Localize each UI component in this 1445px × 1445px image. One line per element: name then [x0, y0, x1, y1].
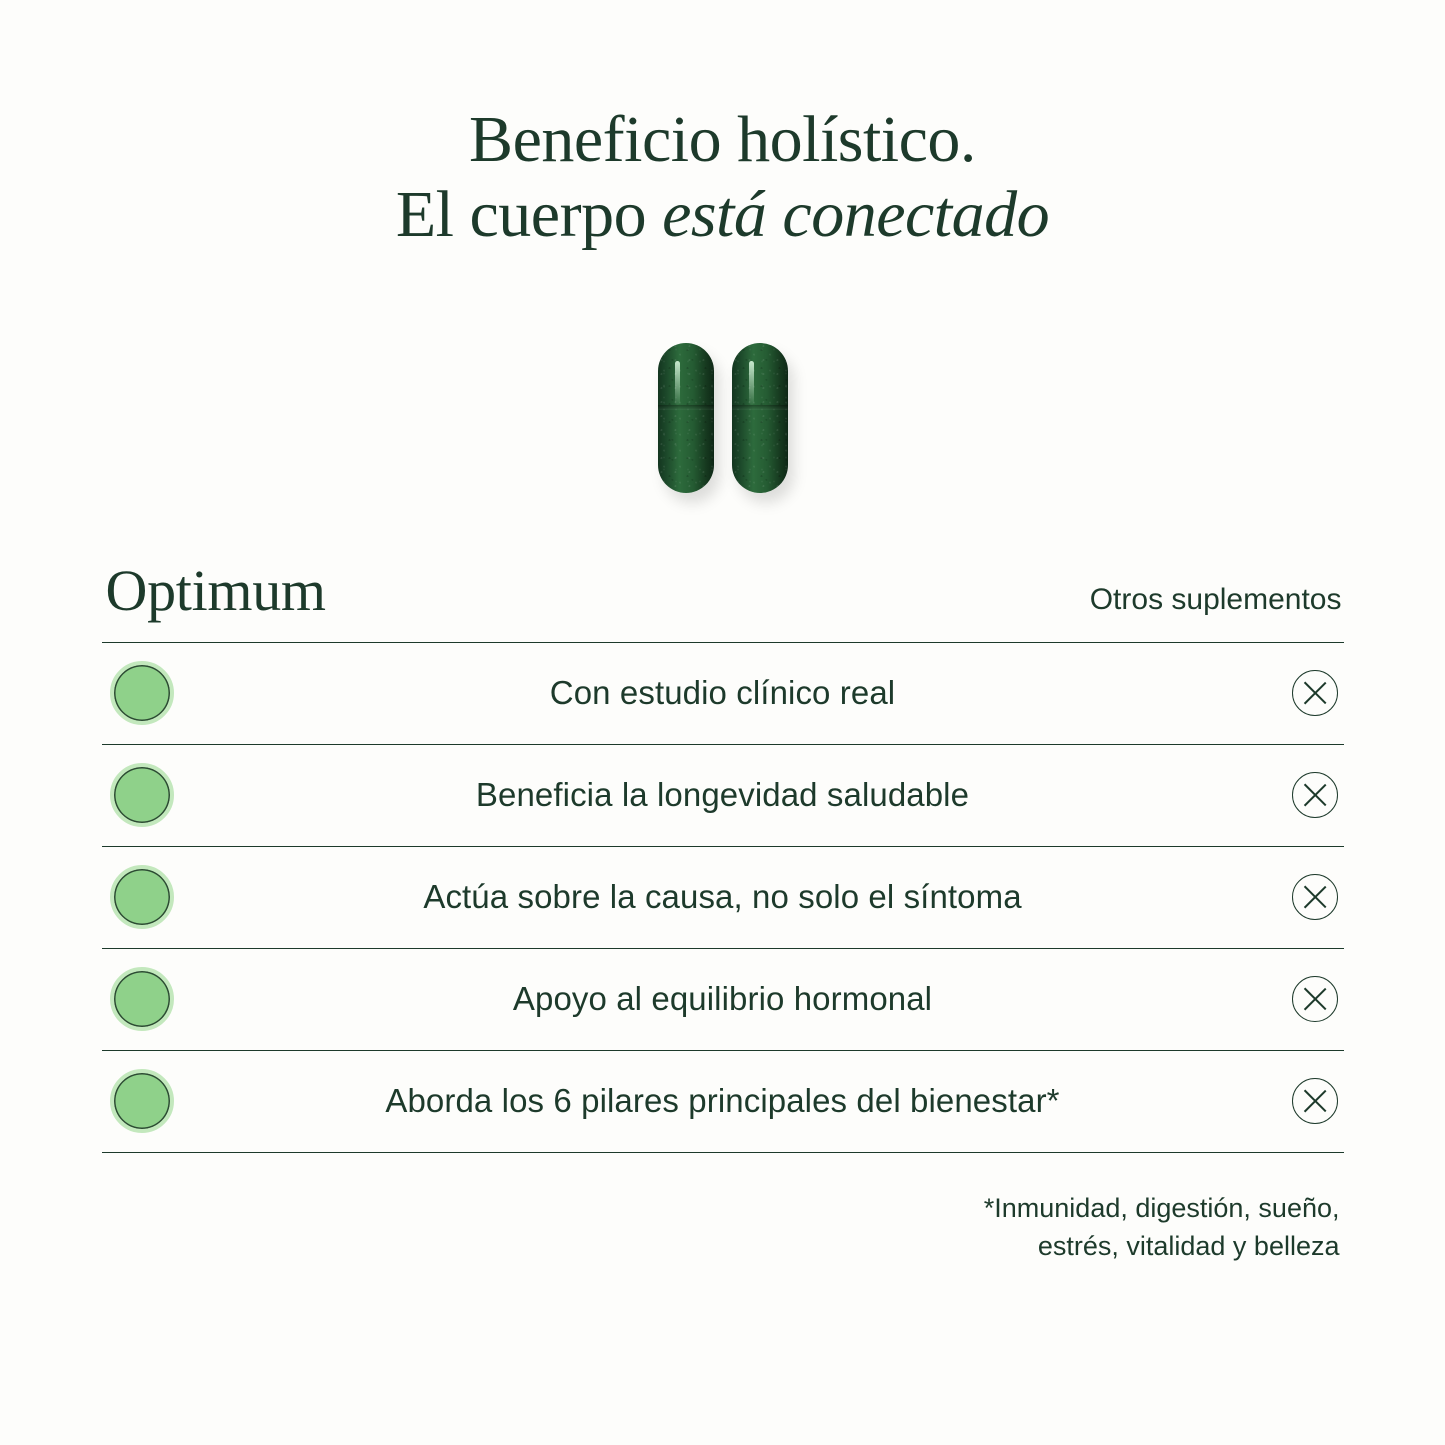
headline-line-1: Beneficio holístico.: [469, 103, 976, 176]
brand-column-header: Optimum: [105, 557, 326, 623]
capsule-texture: [732, 343, 788, 493]
table-row: [102, 643, 1344, 745]
check-filled-icon: [110, 763, 174, 827]
page-title: [0, 0, 1445, 256]
table-row: [102, 1051, 1344, 1153]
brand-check-cell: [102, 967, 232, 1031]
check-filled-icon: [110, 661, 174, 725]
headline-line-2-plain: El cuerpo: [395, 178, 663, 252]
cross-circle-icon: [1292, 772, 1338, 818]
others-cell: [1214, 670, 1344, 716]
comparison-rows: [102, 642, 1344, 1153]
check-filled-icon: [110, 1069, 174, 1133]
cross-circle-icon: [1292, 976, 1338, 1022]
feature-label: Apoyo al equilibrio hormonal: [512, 980, 933, 1018]
feature-label: Con estudio clínico real: [549, 674, 896, 712]
headline-line-2: [0, 175, 1445, 256]
footnote-line-2: estrés, vitalidad y belleza: [1037, 1231, 1340, 1262]
comparison-table: [102, 518, 1344, 1153]
others-cell: [1214, 1078, 1344, 1124]
product-capsules-image: [0, 318, 1445, 518]
others-cell: [1214, 772, 1344, 818]
check-filled-icon: [110, 865, 174, 929]
cross-circle-icon: [1292, 1078, 1338, 1124]
others-cell: [1214, 874, 1344, 920]
capsule-left: [658, 343, 714, 493]
others-cell: [1214, 976, 1344, 1022]
feature-label: Beneficia la longevidad saludable: [475, 776, 970, 814]
cross-circle-icon: [1292, 670, 1338, 716]
table-row: [102, 949, 1344, 1051]
table-row: [102, 847, 1344, 949]
brand-check-cell: [102, 763, 232, 827]
brand-check-cell: [102, 865, 232, 929]
check-filled-icon: [110, 967, 174, 1031]
cross-circle-icon: [1292, 874, 1338, 920]
feature-label: Aborda los 6 pilares principales del bienestar*: [385, 1082, 1060, 1120]
brand-check-cell: [102, 661, 232, 725]
headline-line-2-emphasis: está conectado: [662, 178, 1050, 252]
footnote: [102, 1189, 1344, 1266]
comparison-table-header: [102, 557, 1344, 642]
table-row: [102, 745, 1344, 847]
capsule-right: [732, 343, 788, 493]
capsule-texture: [658, 343, 714, 493]
feature-label: Actúa sobre la causa, no solo el síntoma: [423, 878, 1022, 916]
footnote-line-1: *Inmunidad, digestión, sueño,: [983, 1192, 1340, 1223]
brand-check-cell: [102, 1069, 232, 1133]
others-column-header: Otros suplementos: [1089, 583, 1342, 617]
